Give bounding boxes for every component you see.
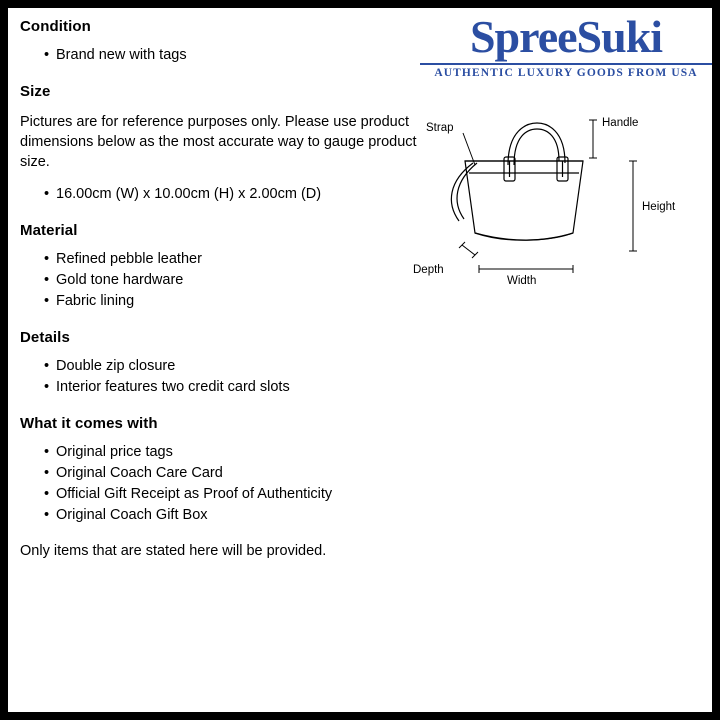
diagram-label-depth: Depth: [413, 264, 444, 276]
list-item: • Double zip closure: [44, 356, 420, 376]
list-item: • Interior features two credit card slots: [44, 377, 420, 397]
bag-dimension-diagram: [413, 103, 712, 298]
section-heading: Details: [20, 329, 70, 346]
section-material: [20, 222, 420, 311]
document-page: [8, 8, 712, 712]
bullet-list: [20, 356, 420, 397]
section-heading: Condition: [20, 18, 91, 35]
section-heading: Material: [20, 222, 78, 239]
footer-note: Only items that are stated here will be provided.: [20, 543, 327, 559]
bullet-list: [20, 184, 420, 204]
section-paragraph: Pictures are for reference purposes only. Please use product dimensions below as the most accurate way to gauge product size.: [20, 114, 417, 170]
bullet-list: [20, 249, 420, 311]
section-details: [20, 329, 420, 397]
bullet-list: [20, 45, 420, 65]
section-size: [20, 83, 420, 204]
list-item: • Refined pebble leather: [44, 249, 420, 269]
diagram-label-strap: Strap: [426, 122, 454, 134]
diagram-label-width: Width: [507, 275, 537, 287]
section-what-it-comes-with: [20, 415, 420, 525]
list-item: • Official Gift Receipt as Proof of Authenticity: [44, 484, 420, 504]
list-item: • Brand new with tags: [44, 45, 420, 65]
product-description: [20, 18, 420, 559]
bullet-list: [20, 442, 420, 525]
section-heading: Size: [20, 83, 51, 100]
list-item: • Original price tags: [44, 442, 420, 462]
brand-tagline: AUTHENTIC LUXURY GOODS FROM USA: [434, 67, 698, 79]
section-condition: [20, 18, 420, 65]
list-item: • 16.00cm (W) x 10.00cm (H) x 2.00cm (D): [44, 184, 420, 204]
section-heading: What it comes with: [20, 415, 158, 432]
diagram-label-height: Height: [642, 201, 676, 213]
diagram-label-handle: Handle: [602, 117, 639, 129]
list-item: • Gold tone hardware: [44, 270, 420, 290]
logo-divider: [420, 63, 712, 65]
list-item: • Fabric lining: [44, 291, 420, 311]
list-item: • Original Coach Gift Box: [44, 505, 420, 525]
list-item: • Original Coach Care Card: [44, 463, 420, 483]
brand-logo: [416, 11, 712, 79]
brand-name: SpreeSuki: [469, 11, 663, 62]
